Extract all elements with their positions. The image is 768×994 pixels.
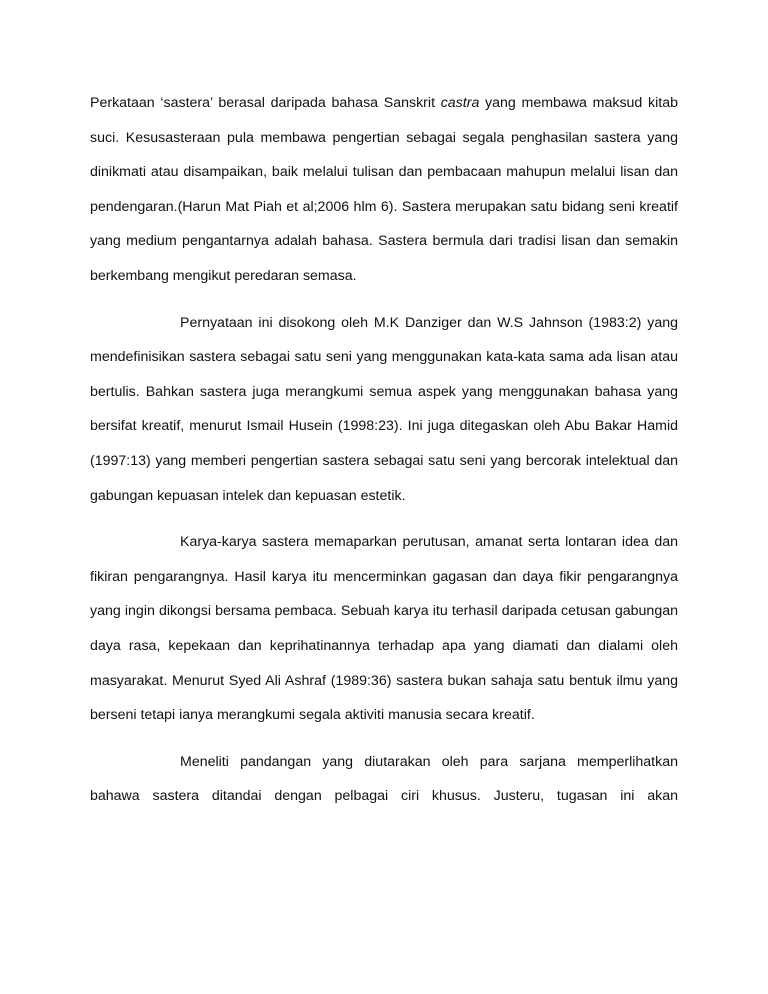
paragraph-3: Karya-karya sastera memaparkan perutusan, amanat serta lontaran idea dan fikiran pengarangnya. Hasil karya itu mencerminkan gagasan dan daya fikir pengarangnya yang ingin dikongsi bersama pembaca. Sebuah karya itu terhasil daripada cetusan gabungan daya rasa, kepekaan dan keprihatinannya terhadap apa yang diamati dan dialami oleh masyarakat. Menurut Syed Ali Ashraf (1989:36) sastera bukan sahaja satu bentuk ilmu yang berseni tetapi ianya merangkumi segala aktiviti manusia secara kreatif.	[90, 534, 678, 724]
paragraph-2: Pernyataan ini disokong oleh M.K Danziger dan W.S Jahnson (1983:2) yang mendefinisikan sastera sebagai satu seni yang menggunakan kata-kata sama ada lisan atau bertulis. Bahkan sastera juga merangkumi semua aspek yang menggunakan bahasa yang bersifat kreatif, menurut Ismail Husein (1998:23). Ini juga ditegaskan oleh Abu Bakar Hamid (1997:13) yang memberi pengertian sastera sebagai satu seni yang bercorak intelektual dan gabungan kepuasan intelek dan kepuasan estetik.	[90, 314, 678, 504]
document-body	[90, 86, 678, 814]
paragraph-1-italic-term: castra	[440, 95, 480, 111]
paragraph-1	[90, 86, 678, 294]
paragraph-spacer	[90, 513, 678, 525]
paragraph-spacer	[90, 294, 678, 306]
paragraph-spacer	[90, 733, 678, 745]
paragraph-4: Meneliti pandangan yang diutarakan oleh para sarjana memperlihatkan bahawa sastera ditandai dengan pelbagai ciri khusus. Justeru, tugasan ini akan	[90, 753, 678, 805]
paragraph-1-rest: yang membawa maksud kitab suci. Kesusasteraan pula membawa pengertian sebagai segala penghasilan sastera yang dinikmati atau disampaikan, baik melalui tulisan dan pembacaan mahupun melalui lisan dan pendengaran.(Harun Mat Piah et al;2006 hlm 6). Sastera merupakan satu bidang seni kreatif yang medium pengantarnya adalah bahasa. Sastera bermula dari tradisi lisan dan semakin berkembang mengikut peredaran semasa.	[90, 95, 678, 284]
paragraph-1-lead: Perkataan ‘sastera’ berasal daripada bahasa Sanskrit	[90, 95, 441, 111]
